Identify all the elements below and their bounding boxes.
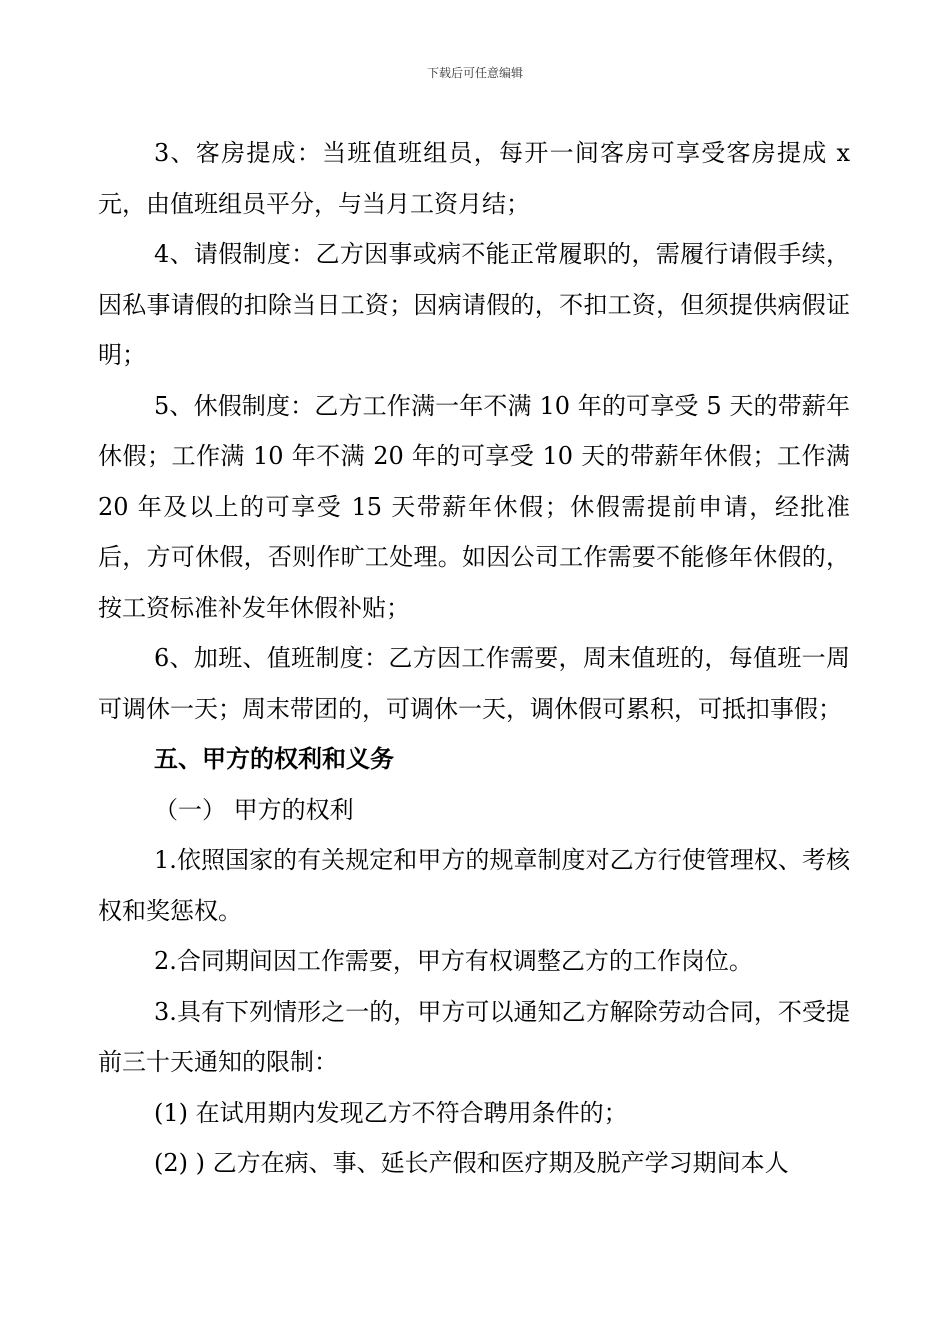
page-header: 下载后可任意编辑 [426,66,523,80]
paragraph-item-3: 3.具有下列情形之一的，甲方可以通知乙方解除劳动合同，不受提前三十天通知的限制： [98,997,850,1076]
paragraph-room-commission: 3、客房提成：当班值班组员，每开一间客房可享受客房提成 x 元，由值班组员平分，与当月工资月结； [98,139,850,218]
paragraph-item-2: 2.合同期间因工作需要，甲方有权调整乙方的工作岗位。 [154,947,753,975]
paragraph-subitem-1: (1) 在试用期内发现乙方不符合聘用条件的； [154,1098,628,1127]
document-body [98,128,850,1189]
section-heading: 五、甲方的权利和义务 [154,745,394,773]
paragraph-overtime-policy: 6、加班、值班制度：乙方因工作需要，周末值班的，每值班一周可调休一天；周末带团的，可调休一天，调休假可累积，可抵扣事假； [98,644,850,723]
paragraph-leave-policy: 4、请假制度：乙方因事或病不能正常履职的，需履行请假手续，因私事请假的扣除当日工资；因病请假的，不扣工资，但须提供病假证明； [98,240,850,369]
paragraph-subitem-2: (2) ) 乙方在病、事、延长产假和医疗期及脱产学习期间本人 [154,1149,789,1177]
paragraph-vacation-policy: 5、休假制度：乙方工作满一年不满 10 年的可享受 5 天的带薪年休假；工作满 10 年不满 20 年的可享受 10 天的带薪年休假；工作满 20 年及以上的可享受 15 天带薪年休假；休假需提前申请，经批准后，方可休假，否则作旷工处理。如因公司工作需要不能修年休假的，按工资标准补发年休假补贴； [98,391,850,622]
subsection-heading: （一） 甲方的权利 [154,795,354,824]
paragraph-item-1: 1.依照国家的有关规定和甲方的规章制度对乙方行使管理权、考核权和奖惩权。 [98,846,850,925]
